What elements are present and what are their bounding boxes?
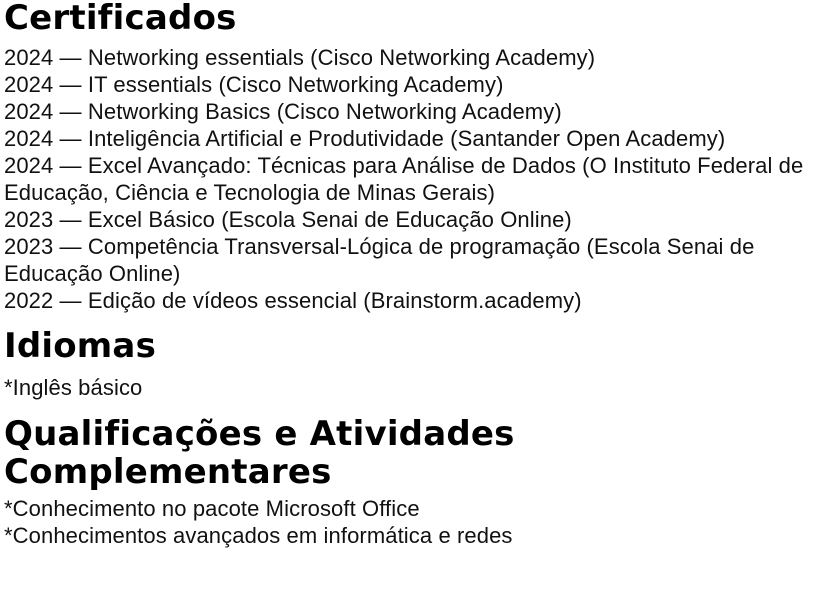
qualification-item: *Conhecimentos avançados em informática e redes — [4, 523, 513, 548]
certificate-item: 2024 — IT essentials (Cisco Networking Academy) — [4, 72, 504, 97]
certificate-item: 2024 — Networking Basics (Cisco Networking Academy) — [4, 99, 562, 124]
qualificacoes-heading: Qualificações e Atividades Complementares — [4, 414, 515, 492]
idiomas-section — [4, 328, 830, 401]
qualificacoes-section — [4, 415, 830, 549]
language-item: *Inglês básico — [4, 375, 143, 400]
certificate-item: 2023 — Excel Básico (Escola Senai de Educação Online) — [4, 207, 572, 232]
certificados-section — [4, 0, 830, 314]
certificate-item: 2022 — Edição de vídeos essencial (Brainstorm.academy) — [4, 288, 582, 313]
certificados-heading: Certificados — [4, 0, 237, 38]
idiomas-heading: Idiomas — [4, 326, 157, 366]
certificate-item: 2023 — Competência Transversal-Lógica de programação (Escola Senai de Educação Online) — [4, 234, 755, 286]
qualification-item: *Conhecimento no pacote Microsoft Office — [4, 496, 420, 521]
certificate-item: 2024 — Networking essentials (Cisco Networking Academy) — [4, 45, 596, 70]
certificate-item: 2024 — Excel Avançado: Técnicas para Análise de Dados (O Instituto Federal de Educação, Ciência e Tecnologia de Minas Gerais) — [4, 153, 804, 205]
certificate-item: 2024 — Inteligência Artificial e Produtividade (Santander Open Academy) — [4, 126, 726, 151]
certificados-list — [4, 44, 830, 314]
